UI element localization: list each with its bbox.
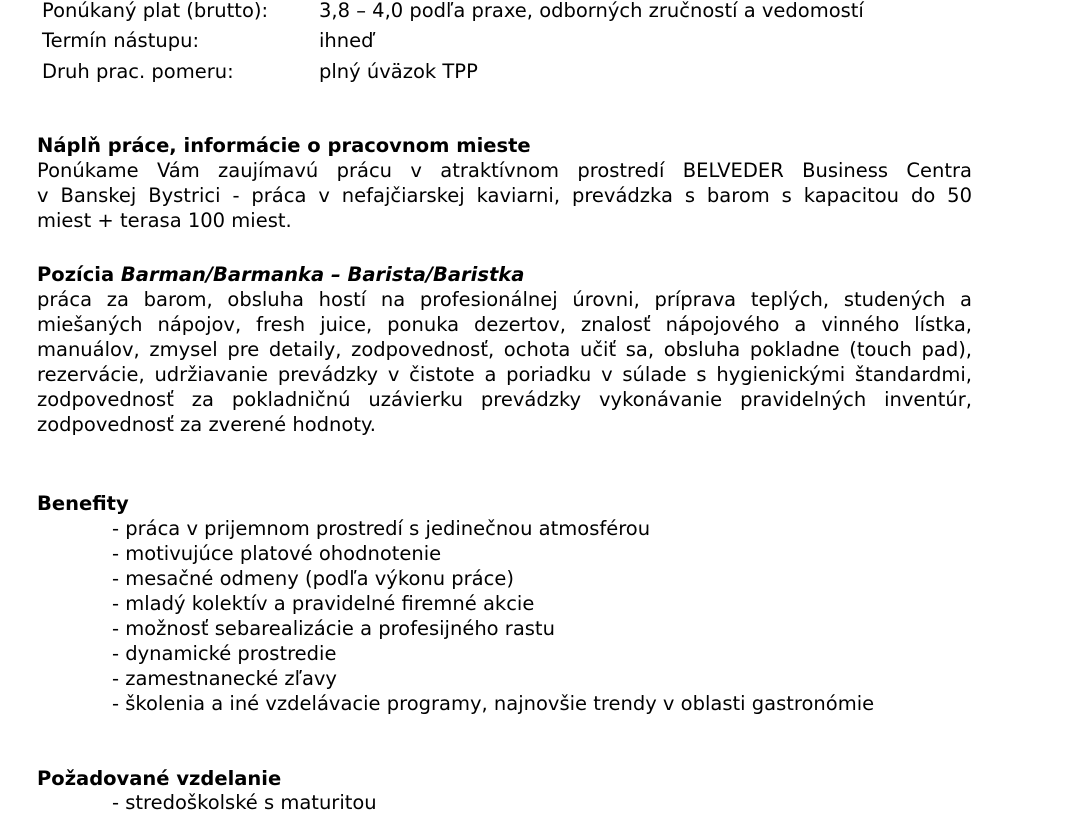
position-line: práca za barom, obsluha hostí na profesionálnej úrovni, príprava teplých, studených a [37,288,972,311]
position-text [37,287,972,437]
benefit-item: - motivujúce platové ohodnotenie [112,542,442,565]
benefit-item: - mesačné odmeny (podľa výkonu práce) [112,567,514,590]
benefit-item: - školenia a iné vzdelávacie programy, najnovšie trendy v oblasti gastronómie [112,692,875,715]
job-description-line: miest + terasa 100 miest. [37,209,292,232]
benefit-item: - mladý kolektív a pravidelné firemné akcie [112,592,535,615]
position-line: zodpovednosť za pokladničnú uzávierku prevádzky vykonávanie pravidelných inventúr, [37,388,972,411]
position-line: miešaných nápojov, fresh juice, ponuka dezertov, znalosť nápojového a vinného lístka, [37,313,972,336]
position-line: rezervácie, udržiavanie prevádzky v čistote a poriadku v súlade s hygienickými štandardmi, [37,363,972,386]
start-date-label: Termín nástupu: [42,29,200,52]
benefit-item: - zamestnanecké zľavy [112,667,337,690]
position-line: manuálov, zmysel pre detaily, zodpovednosť, ochota učiť sa, obsluha pokladne (touch pad), [37,338,972,361]
benefit-item: - možnosť sebarealizácie a profesijného rastu [112,617,555,640]
start-date-value: ihneď [319,29,374,52]
job-description-line: Ponúkame Vám zaujímavú prácu v atraktívnom prostredí BELVEDER Business Centra [37,159,972,182]
benefit-item: - dynamické prostredie [112,642,337,665]
salary-label: Ponúkaný plat (brutto): [42,0,269,22]
position-title: Barman/Barmanka – Barista/Baristka [120,263,525,286]
benefits-heading: Benefity [37,492,129,515]
job-description-text [37,158,972,233]
job-description-line: v Banskej Bystrici - práca v nefajčiarskej kaviarni, prevádzka s barom s kapacitou do 50 [37,184,972,207]
job-description-heading: Náplň práce, informácie o pracovnom mieste [37,134,531,157]
education-item: - stredoškolské s maturitou [112,791,377,814]
education-heading: Požadované vzdelanie [37,767,282,790]
position-line: zodpovednosť za zverené hodnoty. [37,413,376,436]
employment-type-value: plný úväzok TPP [319,60,478,83]
position-heading-prefix: Pozícia [37,263,121,286]
benefit-item: - práca v prijemnom prostredí s jedinečnou atmosférou [112,517,651,540]
position-heading [37,262,524,287]
salary-value: 3,8 – 4,0 podľa praxe, odborných zručností a vedomostí [319,0,864,22]
employment-type-label: Druh prac. pomeru: [42,60,234,83]
